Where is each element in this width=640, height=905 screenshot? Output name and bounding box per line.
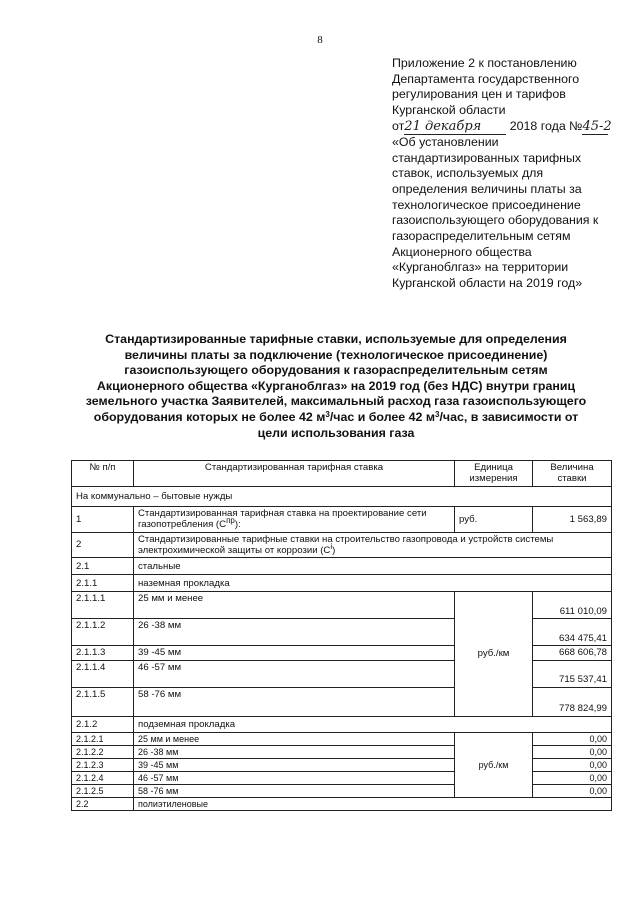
title-line: Стандартизированные тарифные ставки, используемые для определения xyxy=(105,332,567,346)
row-num: 2.1.2.2 xyxy=(72,745,134,758)
appendix-subject-line: определения величины платы за xyxy=(392,181,582,196)
row-value: 0,00 xyxy=(533,784,612,797)
appendix-block xyxy=(392,56,628,292)
header-value: Величина ставки xyxy=(533,461,612,487)
row-desc: 46 -57 мм xyxy=(134,660,455,687)
row-value: 1 563,89 xyxy=(533,506,612,532)
row-desc: 25 мм и менее xyxy=(134,592,455,619)
row-value: 611 010,09 xyxy=(533,592,612,619)
row-num: 2.1.2 xyxy=(72,716,134,732)
row-desc: подземная прокладка xyxy=(134,716,612,732)
section-label: На коммунально – бытовые нужды xyxy=(72,486,612,506)
row-value: 0,00 xyxy=(533,732,612,745)
title-line: газоиспользующего оборудования к газораспределительным сетям xyxy=(124,363,548,378)
appendix-subject-line: «Курганоблгаз» на территории xyxy=(392,260,569,275)
appendix-line: Приложение 2 к постановлению xyxy=(392,56,577,70)
row-num: 2.1.1.1 xyxy=(72,592,134,619)
row-value: 668 606,78 xyxy=(533,646,612,660)
appendix-subject-line: Акционерного общества xyxy=(392,244,532,259)
title-superscript: 3 xyxy=(435,409,440,419)
row-desc: 26 -38 мм xyxy=(134,619,455,646)
row-value: 0,00 xyxy=(533,758,612,771)
row-num: 2.1.2.3 xyxy=(72,758,134,771)
document-title xyxy=(70,332,602,441)
title-line: цели использования газа xyxy=(257,425,415,440)
row-desc: полиэтиленовые xyxy=(134,797,612,810)
handwritten-number: 45-2 xyxy=(582,118,612,134)
title-line: величины платы за подключение (технологическое присоединение) xyxy=(124,347,548,362)
row-desc: 58 -76 мм xyxy=(134,687,455,716)
row-num: 2.1.1.3 xyxy=(72,646,134,660)
row-desc: стальные xyxy=(134,558,612,575)
appendix-subject-line: газораспределительным сетям xyxy=(392,229,571,244)
row-desc: Стандартизированные тарифные ставки на строительство газопровода и устройств системы электрохимической защиты от коррозии $(С^i)$ xyxy=(134,532,612,558)
table-row xyxy=(72,558,612,575)
row-num: 2.1 xyxy=(72,558,134,575)
row-desc: 58 -76 мм xyxy=(134,784,455,797)
row-num: 1 xyxy=(72,506,134,532)
title-text: /час, в зависимости от xyxy=(439,409,579,424)
table-row xyxy=(72,532,612,558)
row-num: 2.2 xyxy=(72,797,134,810)
appendix-subject-line: Курганской области на 2019 год» xyxy=(392,276,583,291)
table-row xyxy=(72,575,612,592)
title-line: земельного участка Заявителей, максимальный расход газа газоиспользующего xyxy=(85,394,587,409)
title-text: оборудования которых не более 42 м xyxy=(93,409,326,424)
header-num: № п/п xyxy=(72,461,134,487)
table-row xyxy=(72,732,612,745)
row-desc: 39 -45 мм xyxy=(134,758,455,771)
row-num: 2.1.2.1 xyxy=(72,732,134,745)
row-desc: 39 -45 мм xyxy=(134,646,455,660)
table-row xyxy=(72,592,612,619)
table-row xyxy=(72,716,612,732)
ground-unit: руб./км xyxy=(455,592,533,716)
row-desc: Стандартизированная тарифная ставка на проектирование сети газопотребления $(С^{пр})$: xyxy=(134,506,455,532)
underground-unit: руб./км xyxy=(455,732,533,797)
appendix-subject-line: газоиспользующего оборудования к xyxy=(392,213,599,228)
appendix-subject-line: ставок, используемых для xyxy=(392,166,544,181)
row-value: 0,00 xyxy=(533,771,612,784)
header-rate: Стандартизированная тарифная ставка xyxy=(134,461,455,487)
title-superscript: 3 xyxy=(325,409,330,419)
row-value: 778 824,99 xyxy=(533,687,612,716)
title-line: Акционерного общества «Курганоблгаз» на 2019 год (без НДС) внутри границ xyxy=(96,378,576,393)
title-text: /час и более 42 м xyxy=(329,409,436,424)
appendix-line: Курганской области xyxy=(392,103,506,118)
appendix-subject-line: технологическое присоединение xyxy=(392,197,581,212)
row-desc: 26 -38 мм xyxy=(134,745,455,758)
row-value: 715 537,41 xyxy=(533,660,612,687)
table-row xyxy=(72,797,612,810)
row-num: 2.1.1.4 xyxy=(72,660,134,687)
section-row xyxy=(72,486,612,506)
appendix-line: регулирования цен и тарифов xyxy=(392,87,566,102)
row-num: 2.1.1 xyxy=(72,575,134,592)
row-num: 2.1.1.5 xyxy=(72,687,134,716)
title-line xyxy=(70,410,602,426)
row-num: 2 xyxy=(72,532,134,558)
row-unit: руб. xyxy=(455,506,533,532)
tariff-table xyxy=(71,460,612,811)
header-unit: Единица измерения xyxy=(455,461,533,487)
row-num: 2.1.2.4 xyxy=(72,771,134,784)
appendix-subject-line: стандартизированных тарифных xyxy=(392,150,582,165)
row-value: 634 475,41 xyxy=(533,619,612,646)
page-number: 8 xyxy=(317,34,323,46)
date-prefix: от xyxy=(392,118,405,133)
appendix-subject-line: «Об установлении xyxy=(392,134,499,149)
year-text: 2018 года № xyxy=(509,118,583,133)
row-desc: наземная прокладка xyxy=(134,575,612,592)
row-desc: 25 мм и менее xyxy=(134,732,455,745)
row-desc: 46 -57 мм xyxy=(134,771,455,784)
row-value: 0,00 xyxy=(533,745,612,758)
appendix-date-line xyxy=(392,119,628,135)
row-num: 2.1.1.2 xyxy=(72,619,134,646)
table-row xyxy=(72,506,612,532)
appendix-line: Департамента государственного xyxy=(392,71,580,86)
row-num: 2.1.2.5 xyxy=(72,784,134,797)
handwritten-date: 21 декабря xyxy=(404,120,506,135)
table-header-row xyxy=(72,461,612,487)
